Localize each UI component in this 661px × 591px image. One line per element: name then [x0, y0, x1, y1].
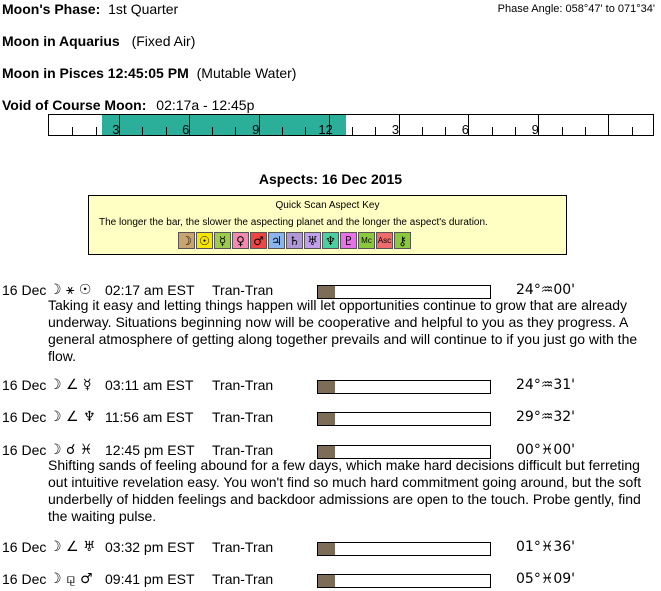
- aspect-description: Taking it easy and letting things happen will let opportunities continue to grow that are already underway. Situations beginning now will be cooperative and helpful to you as they progress. A general atmosphere of getting along together prevails and will continue to if you just go with the flow.: [48, 297, 638, 364]
- aspect-key-box: [88, 195, 567, 255]
- aspect-position: 00°♓00': [516, 442, 576, 458]
- moon-phase-line: [2, 1, 178, 17]
- timeline-tick: [235, 127, 236, 135]
- timeline-hour-label: 12: [318, 122, 333, 137]
- timeline-tick: [632, 127, 633, 135]
- aspect-description: Shifting sands of feeling abound for a few days, which make hard decisions difficult but ferreting out intuitive revelation easy. You won't find so much hard commitment going around, but the soft underbelly of hidden feelings and backdoor admissions are open to the touch. Probe gently, find the waiting pulse.: [48, 457, 642, 524]
- void-of-course-line: [2, 97, 254, 113]
- aspect-key-glyphs: [178, 232, 411, 249]
- aspect-date: 16 Dec: [2, 282, 47, 298]
- timeline-tick: [422, 127, 423, 135]
- void-of-course-value: 02:17a - 12:45p: [156, 97, 255, 113]
- aspect-position: 05°♓09': [516, 571, 576, 587]
- aspect-date: 16 Dec: [2, 442, 47, 458]
- moon-sign-2: Moon in Pisces 12:45:05 PM: [2, 65, 189, 81]
- neptune-icon: ♆: [322, 232, 339, 249]
- aspect-planets: ☽ ∠ ♆: [49, 409, 96, 425]
- chiron-icon: ⚷: [394, 232, 411, 249]
- timeline-tick: [166, 127, 167, 135]
- timeline-tick: [305, 127, 306, 135]
- aspect-duration-bar: [317, 542, 491, 556]
- timeline-hour-label: 6: [182, 122, 190, 137]
- moon-sign-1: Moon in Aquarius: [2, 33, 120, 49]
- timeline-tick: [96, 127, 97, 135]
- timeline-tick: [515, 127, 516, 135]
- void-of-course-label: Void of Course Moon:: [2, 97, 147, 113]
- aspect-time: 03:32 pm EST: [105, 539, 195, 555]
- aspect-duration-bar: [317, 380, 491, 394]
- jupiter-icon: ♃: [268, 232, 285, 249]
- pluto-icon: ♇: [340, 232, 357, 249]
- timeline-hour-label: 6: [461, 122, 470, 137]
- mars-icon: ♂: [250, 232, 267, 249]
- phase-angle: Phase Angle: 058°47' to 071°34': [497, 3, 655, 15]
- aspect-date: 16 Dec: [2, 539, 47, 555]
- moon-phase-value: 1st Quarter: [108, 1, 179, 17]
- aspect-row: [0, 377, 661, 397]
- timeline-tick: [608, 114, 609, 135]
- moon-sign-line-1: [2, 33, 195, 49]
- aspect-key-description: The longer the bar, the slower the aspecting planet and the longer the aspect's duration.: [99, 217, 488, 228]
- moon-icon: ☽: [178, 232, 195, 249]
- timeline-tick: [72, 127, 73, 135]
- aspect-date: 16 Dec: [2, 571, 47, 587]
- aspect-row: [0, 539, 661, 559]
- mercury-icon: ☿: [214, 232, 231, 249]
- aspect-planets: ☽ ∠ ☿: [49, 377, 92, 393]
- venus-icon: ♀: [232, 232, 249, 249]
- aspect-planets: ☽ ⚼ ♂: [49, 571, 93, 587]
- aspect-duration-fill: [318, 543, 335, 555]
- aspect-type: Tran-Tran: [212, 539, 274, 555]
- timeline-hour-label: 9: [252, 122, 260, 137]
- moon-phase-label: Moon's Phase:: [2, 1, 101, 17]
- aspect-time: 11:56 am EST: [105, 409, 194, 425]
- aspect-row: [0, 571, 661, 591]
- sun-icon: ☉: [196, 232, 213, 249]
- aspect-time: 09:41 pm EST: [105, 571, 195, 587]
- aspect-type: Tran-Tran: [212, 282, 274, 298]
- aspect-position: 24°♒31': [516, 377, 576, 393]
- timeline-tick: [492, 127, 493, 135]
- timeline-hour-label: 3: [112, 122, 120, 137]
- aspect-duration-bar: [317, 412, 491, 426]
- aspect-planets: ☽ ∠ ♅: [49, 539, 96, 555]
- timeline-tick: [562, 127, 563, 135]
- timeline-tick: [445, 127, 446, 135]
- void-of-course-fill: [102, 115, 346, 135]
- timeline-tick: [282, 127, 283, 135]
- timeline-tick: [375, 127, 376, 135]
- aspect-position: 29°♒32': [516, 409, 576, 425]
- timeline-hour-label: 9: [531, 122, 539, 137]
- aspect-duration-fill: [318, 381, 335, 393]
- void-of-course-timeline: [48, 114, 654, 136]
- aspect-type: Tran-Tran: [212, 442, 274, 458]
- aspect-planets: ☽ ⚹ ☉: [49, 282, 92, 298]
- timeline-hour-label: 3: [391, 122, 400, 137]
- aspect-time: 03:11 am EST: [105, 377, 194, 393]
- moon-sign-2-note: (Mutable Water): [196, 65, 297, 81]
- moon-sign-line-2: [2, 65, 296, 81]
- timeline-tick: [142, 127, 143, 135]
- aspect-row: [0, 409, 661, 429]
- aspect-type: Tran-Tran: [212, 377, 274, 393]
- aspect-date: 16 Dec: [2, 377, 47, 393]
- saturn-icon: ♄: [286, 232, 303, 249]
- aspect-time: 02:17 am EST: [105, 282, 195, 298]
- midheaven-icon: Mc: [358, 232, 375, 249]
- aspect-planets: ☽ ☌ ♓: [49, 442, 93, 458]
- moon-sign-1-note: (Fixed Air): [131, 33, 196, 49]
- aspect-position: 01°♓36': [516, 539, 576, 555]
- timeline-tick: [585, 127, 586, 135]
- aspect-type: Tran-Tran: [212, 571, 274, 587]
- aspect-type: Tran-Tran: [212, 409, 274, 425]
- aspect-time: 12:45 pm EST: [105, 442, 195, 458]
- aspect-duration-fill: [318, 413, 335, 425]
- aspects-title: Aspects: 16 Dec 2015: [258, 171, 403, 187]
- aspect-duration-fill: [318, 575, 335, 587]
- aspect-duration-bar: [317, 574, 491, 588]
- timeline-tick: [212, 127, 213, 135]
- uranus-icon: ♅: [304, 232, 321, 249]
- aspect-key-title: Quick Scan Aspect Key: [275, 200, 380, 211]
- timeline-tick: [352, 127, 353, 135]
- aspect-date: 16 Dec: [2, 409, 47, 425]
- ascendant-icon: Asc: [376, 232, 393, 249]
- aspect-position: 24°♒00': [516, 282, 576, 298]
